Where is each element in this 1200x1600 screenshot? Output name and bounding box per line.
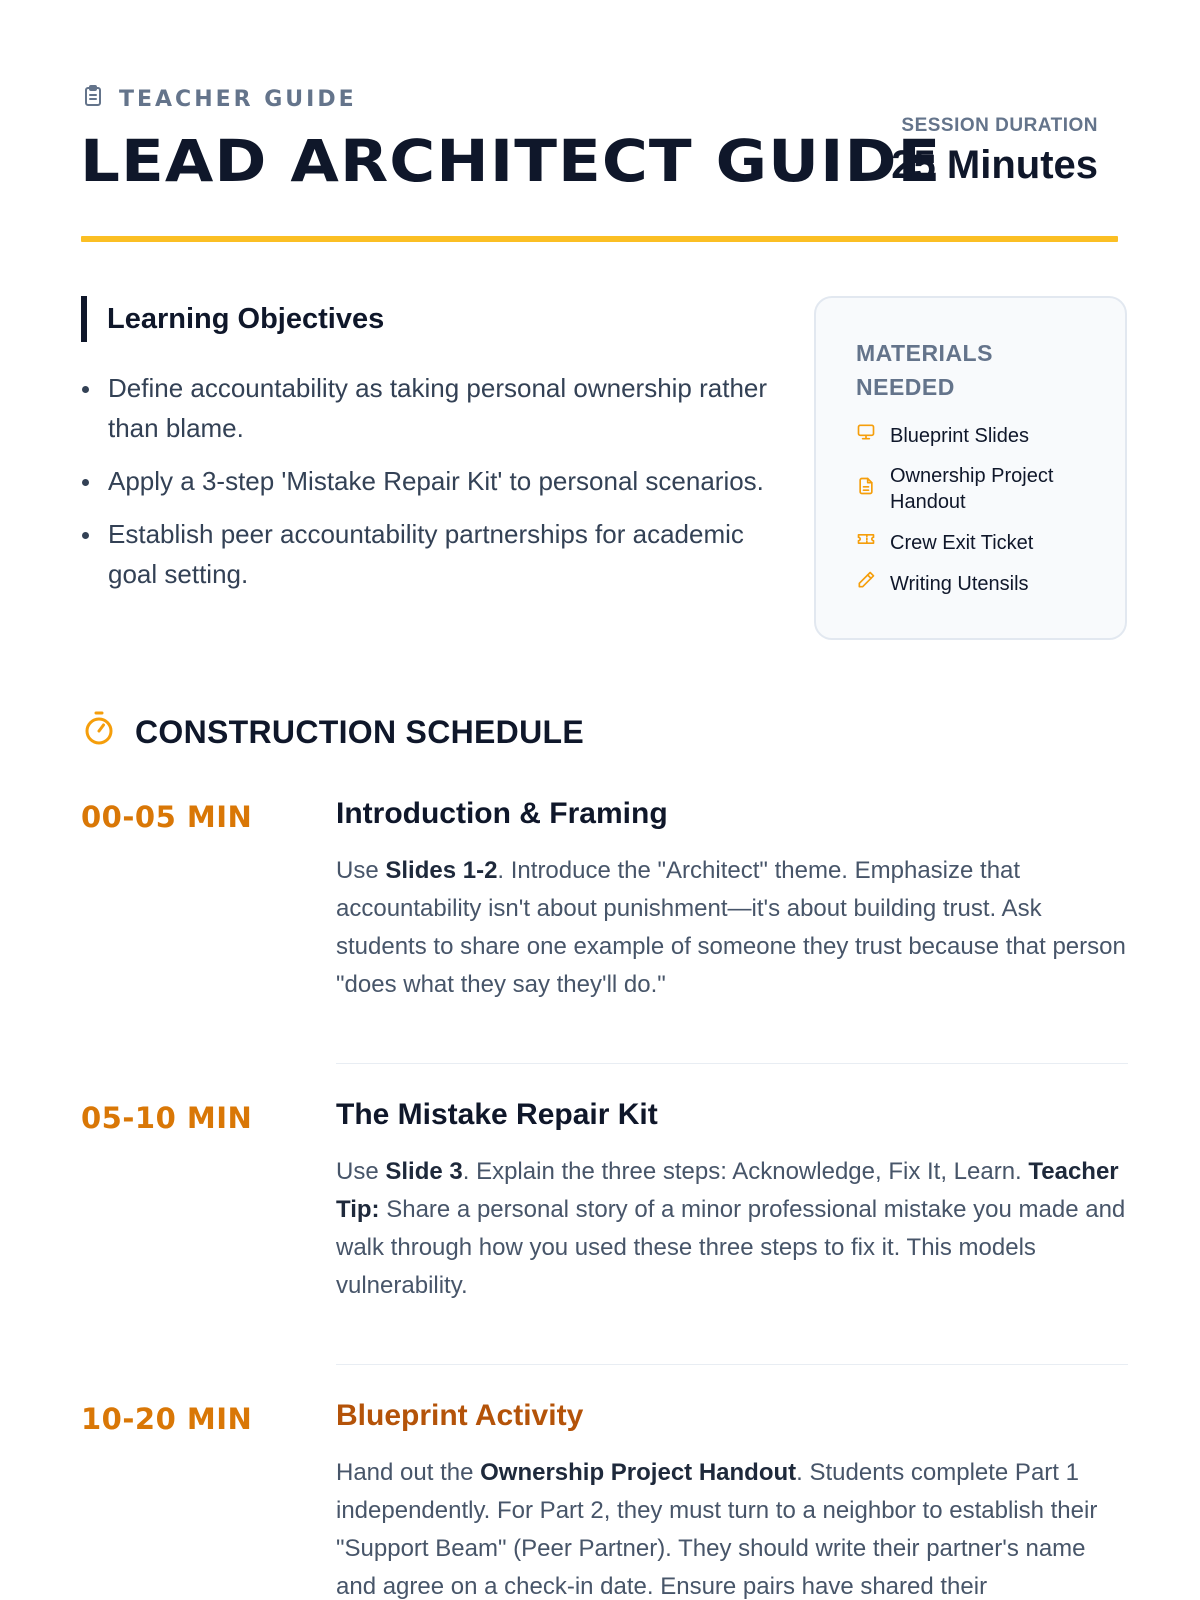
step-text-run: . Students complete Part 1 independently. For Part 2, they must turn to a neighbor to establish their "Support Beam" (Peer Partner). They should write their partner's name and agree on a check-in date. Ensure pairs have shared their bbox=[336, 1459, 1098, 1600]
schedule-heading-label: CONSTRUCTION SCHEDULE bbox=[135, 713, 584, 750]
step-text-run: . Explain the three steps: Acknowledge, Fix It, Learn. bbox=[462, 1158, 1029, 1185]
page-title: LEAD ARCHITECT GUIDE bbox=[80, 127, 942, 195]
duration-value: 25 Minutes bbox=[891, 143, 1098, 187]
objectives-list bbox=[81, 368, 771, 594]
materials-card bbox=[814, 296, 1127, 640]
step-title: The Mistake Repair Kit bbox=[336, 1098, 658, 1131]
material-item bbox=[856, 422, 1097, 449]
step-text-run: Use bbox=[336, 857, 386, 884]
monitor-icon bbox=[856, 422, 876, 449]
material-label: Ownership Project Handout bbox=[890, 465, 1054, 513]
material-label: Crew Exit Ticket bbox=[890, 531, 1034, 554]
step-text-run: Share a personal story of a minor professional mistake you made and walk through how you used these three steps to fix it. This models vulnerability. bbox=[336, 1196, 1126, 1299]
eyebrow-label: TEACHER GUIDE bbox=[119, 86, 357, 112]
step-text-emphasis: Ownership Project Handout bbox=[480, 1459, 797, 1486]
duration-label: SESSION DURATION bbox=[901, 115, 1098, 136]
materials-list bbox=[856, 422, 1097, 597]
material-item bbox=[856, 463, 1097, 515]
objectives-heading: Learning Objectives bbox=[81, 296, 771, 342]
ticket-icon bbox=[856, 529, 876, 556]
step-title: Blueprint Activity bbox=[336, 1399, 584, 1432]
step-description bbox=[336, 1454, 1128, 1600]
step-text-emphasis: Slides 1-2 bbox=[385, 857, 498, 884]
step-description bbox=[336, 852, 1128, 1004]
learning-objectives bbox=[81, 296, 771, 607]
header-divider bbox=[81, 236, 1118, 242]
objective-item: Define accountability as taking personal ownership rather than blame. bbox=[81, 368, 771, 448]
step-text-run: . Introduce the "Architect" theme. Emphasize that accountability isn't about punishment—it's about building trust. Ask students to share one example of someone they trust because that person "does what they say they'll do." bbox=[336, 857, 1126, 998]
step-title: Introduction & Framing bbox=[336, 797, 668, 830]
session-duration bbox=[891, 115, 1098, 188]
step-time: 05-10 MIN bbox=[81, 1101, 253, 1135]
material-label: Writing Utensils bbox=[890, 572, 1029, 595]
step-time: 00-05 MIN bbox=[81, 800, 253, 834]
pencil-icon bbox=[856, 570, 876, 597]
step-text-emphasis: Slide 3 bbox=[385, 1158, 463, 1185]
material-item bbox=[856, 570, 1097, 597]
objective-item: Apply a 3-step 'Mistake Repair Kit' to personal scenarios. bbox=[81, 461, 771, 501]
materials-heading: MATERIALS NEEDED bbox=[856, 340, 993, 400]
material-label: Blueprint Slides bbox=[890, 424, 1029, 447]
step-divider bbox=[336, 1063, 1128, 1064]
stopwatch-icon bbox=[81, 710, 117, 754]
document-icon bbox=[856, 476, 876, 503]
eyebrow bbox=[81, 84, 357, 114]
step-divider bbox=[336, 1364, 1128, 1365]
schedule-heading bbox=[81, 710, 584, 754]
objective-item: Establish peer accountability partnerships for academic goal setting. bbox=[81, 514, 771, 594]
material-item bbox=[856, 529, 1097, 556]
step-time: 10-20 MIN bbox=[81, 1402, 253, 1436]
step-text-run: Use bbox=[336, 1158, 386, 1185]
step-text-emphasis: Teacher Tip: bbox=[336, 1158, 1119, 1223]
clipboard-icon bbox=[81, 84, 105, 114]
step-text-run: Hand out the bbox=[336, 1459, 481, 1486]
step-description bbox=[336, 1153, 1128, 1305]
